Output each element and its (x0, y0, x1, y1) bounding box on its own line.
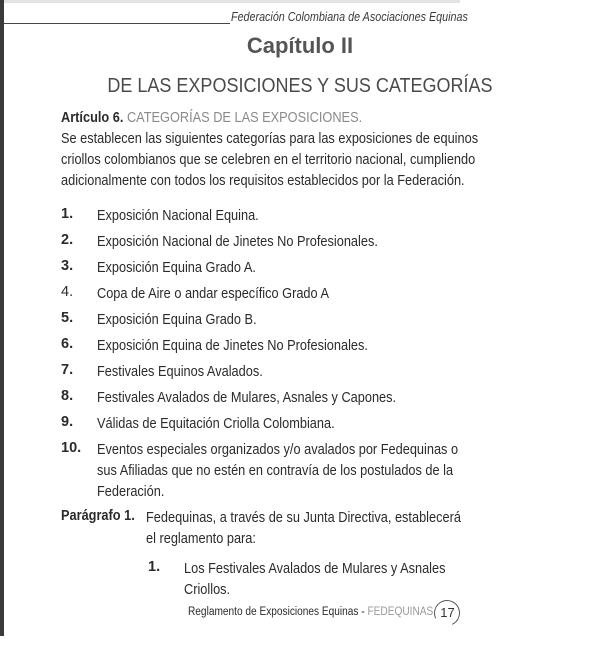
running-header: Federación Colombiana de Asociaciones Equinas (231, 10, 468, 24)
article-name: CATEGORÍAS DE LAS EXPOSICIONES. (126, 110, 363, 126)
paragraph-label: Parágrafo 1. (61, 508, 135, 524)
page-number: 17 (440, 605, 455, 620)
page-footer (188, 606, 467, 618)
footer-brand: FEDEQUINAS (367, 606, 434, 618)
chapter-subtitle: DE LAS EXPOSICIONES Y SUS CATEGORÍAS (107, 75, 493, 97)
header-rule (4, 23, 230, 24)
paragraph-body: Fedequinas, a través de su Junta Directiva, establecerá el reglamento para: (146, 510, 461, 547)
article-intro: Se establecen las siguientes categorías para las exposiciones de equinos criollos colombianos que se celebren en el territorio nacional, cumpliendo adicionalmente con todos los requisitos establecidos por la Federación. (61, 131, 479, 189)
footer-document-title: Reglamento de Exposiciones Equinas - (188, 606, 365, 618)
article-number: Artículo 6. (61, 110, 124, 126)
chapter-title: Capítulo II (246, 33, 354, 58)
article-heading (61, 110, 403, 126)
top-edge (0, 0, 460, 3)
